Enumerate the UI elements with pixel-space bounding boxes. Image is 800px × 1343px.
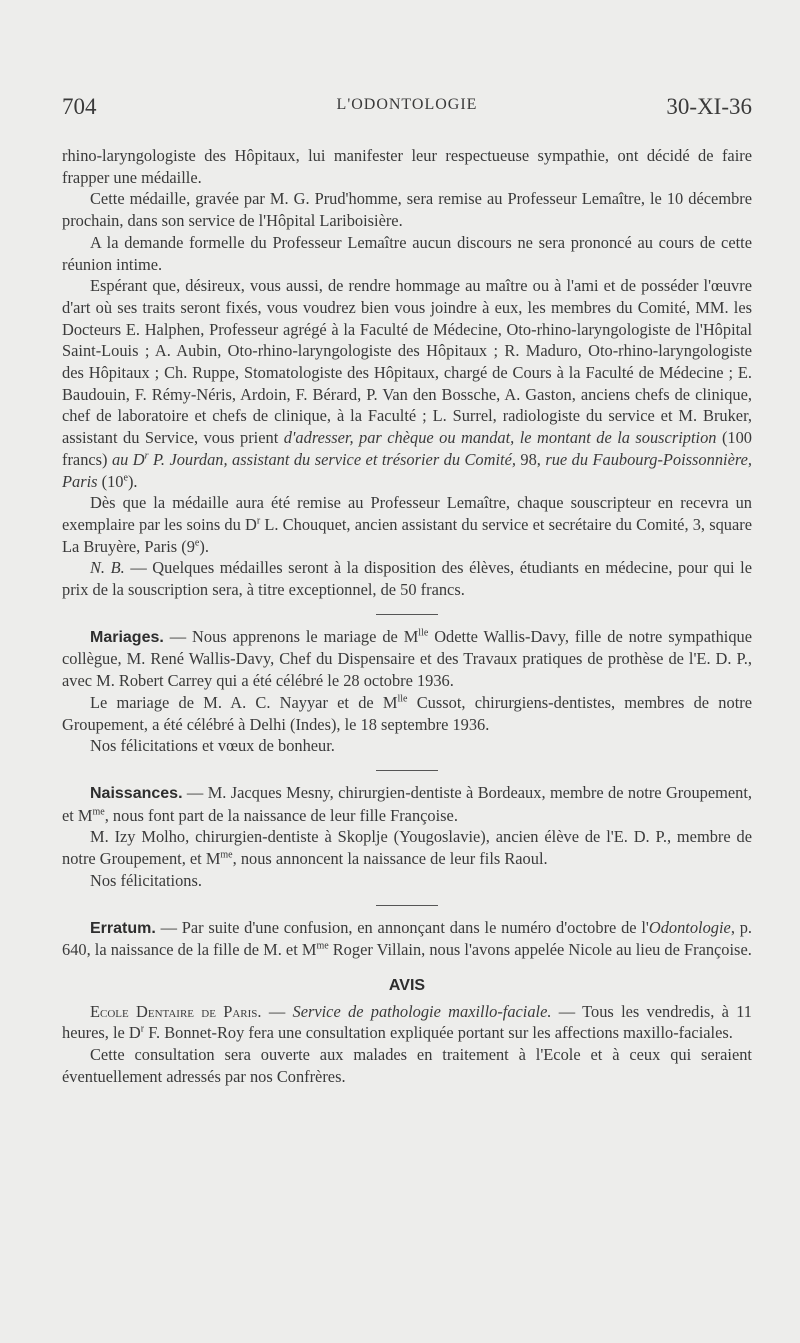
text-run: ). [199, 536, 209, 556]
text-run: — Par suite d'une confusion, en annonçant dans le numéro d'octobre de l' [155, 917, 649, 937]
superscript: me [316, 940, 329, 952]
text-run: (100 francs) [62, 428, 752, 469]
text-run: — [261, 1001, 293, 1021]
paragraph [62, 492, 752, 557]
paragraph: A la demande formelle du Professeur Lemaître aucun discours ne sera prononcé au cours de cette réunion intime. [62, 232, 752, 274]
section-divider [376, 770, 438, 771]
page-number: 704 [62, 94, 97, 119]
superscript: me [220, 849, 233, 861]
article-body [62, 145, 752, 1087]
issue-date: 30-XI-36 [666, 94, 752, 119]
text-run: Dès que la médaille aura été remise au Professeur Lemaître, chaque souscripteur en recevra un exemplaire par les soins du D [62, 493, 752, 534]
text-run: , p. 640, la naissance de la fille de M. et M [62, 917, 752, 960]
text-run: P. Jourdan, assistant du service et trésorier du Comité, [148, 449, 516, 469]
text-run: Cussot, chirurgiens-dentistes, membres de notre Groupement, a été célébré à Delhi (Indes), le 18 septembre 1936. [62, 692, 752, 734]
superscript: r [140, 1023, 145, 1035]
text-run: Odontologie [648, 917, 731, 937]
paragraph: rhino-laryngologiste des Hôpitaux, lui manifester leur respectueuse sympathie, ont décidé de faire frapper une médaille. [62, 146, 752, 187]
text-run: Roger Villain, nous l'avons appelée Nicole au lieu de Françoise. [328, 940, 752, 960]
paragraph: Nos félicitations et vœux de bonheur. [90, 736, 335, 756]
text-run: F. Bonnet-Roy fera une consultation expliquée portant sur les affections maxillo-faciales. [144, 1023, 733, 1043]
paragraph-mariages [62, 626, 752, 692]
text-run: (10 [97, 471, 124, 491]
text-run: Service de pathologie maxillo-faciale. [292, 1001, 552, 1021]
paragraph-subscription [62, 275, 752, 492]
section-heading-mariages: Mariages. [90, 628, 164, 646]
text-run: — M. Jacques Mesny, chirurgien-dentiste à Bordeaux, membre de notre Groupement, et M [62, 782, 752, 825]
superscript: e [123, 472, 128, 484]
text-run: ). [127, 471, 138, 491]
paragraph [62, 692, 752, 735]
text-run: Espérant que, désireux, vous aussi, de rendre hommage au maître ou à l'ami et de posséder l'œuvre d'art où ses traits seront fixés, vous voudrez bien vous joindre à eux, les membres du Comité, MM. les Docteurs E. Halphen, Professeur agrégé à la Faculté de Médecine, Oto-rhino-laryngologiste de l'Hôpital Saint-Louis ; A. Aubin, Oto-rhino-laryngologiste des Hôpitaux ; R. Maduro, Oto-rhino-laryngologiste des Hôpitaux ; Ch. Ruppe, Stomatologiste des Hôpitaux, chargé de Cours à la Faculté de Médecine ; E. Baudouin, F. Rémy-Néris, Ardoin, F. Bérard, P. Van den Bossche, A. Gaston, anciens chefs de clinique, chef de laboratoire et chefs de clinique, à la Faculté ; L. Surrel, radiologiste du service et M. Bruker, assistant du Service, vous prient [62, 276, 752, 448]
text-run: d'adresser, par chèque ou mandat, le montant de la souscription [283, 428, 717, 448]
paragraph: Cette médaille, gravée par M. G. Prud'homme, sera remise au Professeur Lemaître, le 10 décembre prochain, dans son service de l'Hôpital Lariboisière. [62, 189, 752, 231]
text-run: , nous font part de la naissance de leur fille Françoise. [104, 805, 458, 825]
paragraph-nb [62, 557, 752, 600]
page-header [62, 94, 752, 130]
section-divider [376, 614, 438, 615]
text-run: L. Chouquet, ancien assistant du service et secrétaire du Comité, 3, square La Bruyère, Paris (9 [62, 514, 753, 556]
text-run: — Nous apprenons le mariage de M [163, 626, 419, 646]
superscript: lle [418, 627, 429, 639]
nb-label: N. B. [90, 558, 125, 578]
text-run: — Tous les vendredis, à 11 heures, le D [62, 1001, 753, 1043]
superscript: me [92, 806, 105, 818]
text-run: M. Izy Molho, chirurgien-dentiste à Skoplje (Yougoslavie), ancien élève de l'E. D. P., membre de notre Groupement, et M [62, 827, 752, 869]
superscript: r [256, 515, 261, 527]
text-run: Ecole Dentaire de Paris. [90, 1001, 262, 1021]
section-heading-erratum: Erratum. [90, 919, 156, 937]
section-heading-naissances: Naissances. [90, 784, 183, 802]
text-run: Odette Wallis-Davy, fille de notre sympathique collègue, M. René Wallis-Davy, Chef du Dispensaire et des Travaux pratiques de prothèse de l'E. D. P., avec M. Robert Carrey qui a été célébré le 28 octobre 1936. [62, 626, 753, 691]
paragraph: Nos félicitations. [90, 870, 202, 890]
section-divider [376, 905, 438, 906]
text-run: au D [111, 449, 145, 469]
text-run: Le mariage de M. A. C. Nayyar et de M [90, 692, 398, 712]
paragraph: Cette consultation sera ouverte aux malades en traitement à l'Ecole et à ceux qui seraient éventuellement adressés par nos Confrères. [62, 1045, 752, 1086]
section-heading-avis: AVIS [388, 976, 426, 994]
superscript: e [194, 537, 200, 549]
text-run: — Quelques médailles seront à la disposition des élèves, étudiants en médecine, pour qui le prix de la souscription sera, à titre exceptionnel, de 50 francs. [62, 558, 752, 600]
superscript: r [144, 450, 149, 462]
paragraph-naissances [62, 782, 752, 826]
text-run: rue du Faubourg-Poissonnière, Paris [62, 449, 752, 491]
paragraph-erratum [62, 917, 752, 961]
text-run: 98, [515, 449, 546, 469]
journal-title: L'ODONTOLOGIE [336, 96, 478, 113]
text-run: , nous annoncent la naissance de leur fils Raoul. [232, 849, 548, 869]
superscript: lle [397, 693, 408, 705]
paragraph [62, 826, 752, 869]
paragraph-avis [62, 1001, 752, 1044]
